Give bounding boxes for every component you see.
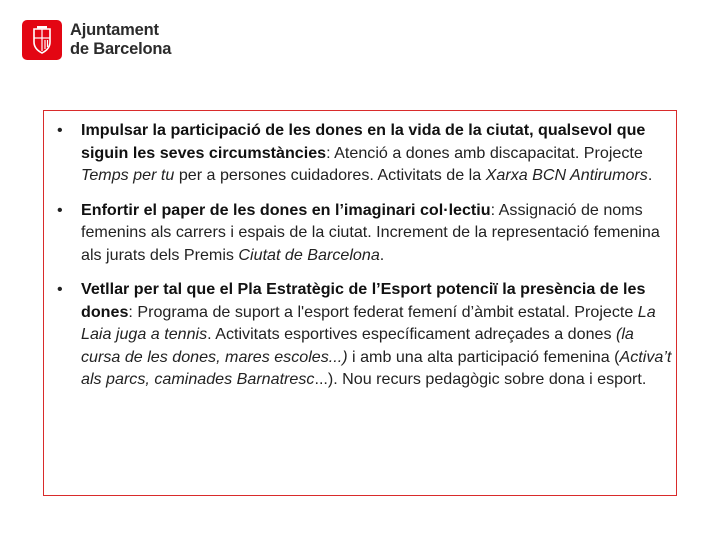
- item-emphasis: Ciutat de Barcelona: [238, 245, 380, 264]
- item-emphasis: (la cursa de les dones, mares escoles...): [81, 325, 634, 366]
- item-emphasis: Activa’t als parcs, caminades Barnatresc: [81, 347, 672, 388]
- item-text: .: [379, 245, 385, 264]
- list-item: [44, 278, 678, 391]
- item-text: : Programa de suport a l'esport federat femení d’àmbit estatal. Projecte: [128, 302, 638, 321]
- item-text: : Atenció a dones amb discapacitat. Projecte: [326, 143, 643, 162]
- bullet-dot: •: [57, 200, 63, 219]
- item-heading: Vetllar per tal que el Pla Estratègic de l’Esport potenciï la presència de les dones: [81, 280, 646, 321]
- brand-line2: de Barcelona: [70, 40, 172, 58]
- item-text: i amb una alta participació femenina (: [347, 347, 620, 366]
- item-text: .: [647, 166, 653, 184]
- content-frame: [43, 110, 677, 496]
- brand-name: [70, 21, 171, 59]
- barcelona-shield-icon: [22, 20, 62, 60]
- item-heading: Enfortir el paper de les dones en l’imaginari col·lectiu: [81, 200, 491, 219]
- item-heading: Impulsar la participació de les dones en la vida de la ciutat, qualsevol que siguin les seves circumstàncies: [81, 121, 646, 162]
- bullet-dot: •: [57, 121, 63, 139]
- item-emphasis: Xarxa BCN Antirumors: [485, 166, 648, 184]
- item-text: per a persones cuidadores. Activitats de la: [174, 166, 486, 184]
- bullet-dot: •: [57, 280, 63, 298]
- item-text: . Activitats esportives específicament adreçades a dones: [207, 325, 616, 343]
- item-emphasis: La Laia juga a tennis: [81, 302, 656, 343]
- item-text: : Assignació de noms femenins als carrers i espais de la ciutat. Increment de la representació femenina als jurats dels Premis: [81, 200, 660, 264]
- brand-line1: Ajuntament: [70, 21, 159, 39]
- item-emphasis: Temps per tu: [81, 166, 175, 184]
- list-item: [44, 119, 678, 187]
- brand-logo: [22, 20, 171, 60]
- bullet-list: [44, 119, 678, 391]
- item-text: ...). Nou recurs pedagògic sobre dona i esport.: [314, 370, 647, 388]
- list-item: [44, 199, 678, 267]
